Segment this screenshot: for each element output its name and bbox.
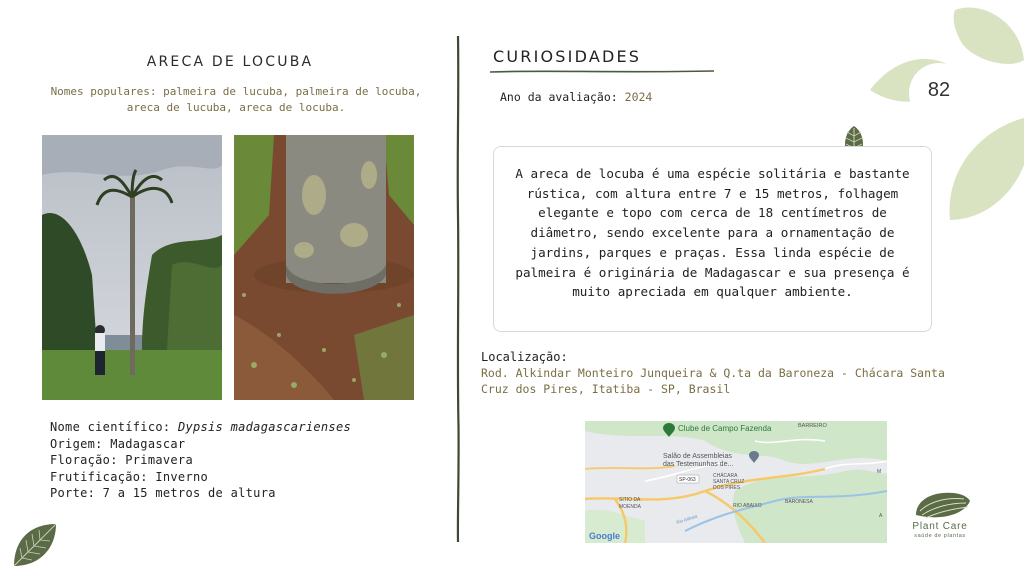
map-label-baronesa: BARONESA (785, 499, 813, 505)
map-label-sitio-1: SITIO DA (619, 497, 641, 503)
trunk-photo (234, 135, 414, 400)
map-label-sp063: SP-063 (679, 477, 696, 483)
page-number: 82 (927, 79, 951, 101)
origin-row: Origem: Madagascar (50, 436, 186, 451)
map-label-barreiro: BARREIRO (798, 423, 827, 429)
map-label-river: Rio Atibaia (675, 513, 698, 525)
title-underline (490, 69, 714, 74)
popular-names: Nomes populares: palmeira de lucuba, palmeira de locuba, areca de lucuba, areca de locuba. (50, 85, 422, 114)
map-label-edge-a: A (879, 513, 883, 519)
description-text: A areca de locuba é uma espécie solitária e bastante rústica, com altura entre 7 e 15 metros, folhagem elegante e topo com cerca de 18 centímetros de diâmetro, sendo excelente para a ornamentação de jardins, parques e praças. Essa linda espécie de palmeira é originária de Madagascar e sua presença é muito apreciada em qualquer ambiente. (515, 166, 910, 300)
map-label-sitio-2: MOENDA (619, 504, 641, 510)
leaf-icon (10, 520, 60, 570)
evaluation-year-label: Ano da avaliação: (500, 90, 618, 104)
map-label-chacara-3: DOS PIRES (713, 485, 741, 491)
map-label-rio-abaixo: RIO ABAIXO (733, 503, 762, 509)
leaf-icon (950, 118, 1024, 220)
scientific-name-row (50, 419, 351, 436)
scientific-name-label: Nome científico: (50, 420, 171, 434)
plant-title: ARECA DE LOCUBA (146, 54, 314, 70)
brand-name: Plant Care (912, 521, 968, 532)
flowering-row: Floração: Primavera (50, 453, 193, 467)
vertical-divider (455, 36, 461, 542)
fruiting-row: Frutificação: Inverno (50, 469, 209, 484)
curiosities-title: CURIOSIDADES (493, 47, 642, 66)
map-label-hall-2: das Testemunhas de... (663, 461, 734, 468)
brand-tagline: saúde de plantas (914, 533, 966, 539)
map-label-edge-m: M (877, 469, 882, 475)
map-label-hall-1: Salão de Assembleias (663, 453, 732, 460)
map-label-chacara-2: SANTA CRUZ (713, 479, 745, 485)
leaf-icon (954, 7, 1024, 63)
map-google-logo: Google (589, 531, 620, 541)
evaluation-year-value: 2024 (624, 90, 653, 104)
map-label-club: Clube de Campo Fazenda (678, 424, 772, 433)
location-map[interactable] (585, 421, 887, 543)
map-label-chacara-1: CHÁCARA (713, 473, 738, 479)
location-label: Localização: (481, 350, 568, 364)
location-address: Rod. Alkindar Monteiro Junqueira & Q.ta da Baroneza - Chácara Santa Cruz dos Pires, Itatiba - SP, Brasil (481, 366, 945, 396)
size-row: Porte: 7 a 15 metros de altura (50, 486, 276, 500)
scientific-name-value: Dypsis madagascarienses (177, 420, 352, 434)
palm-tree-photo (42, 135, 222, 400)
plant-facts (50, 419, 351, 502)
evaluation-year (500, 90, 652, 104)
